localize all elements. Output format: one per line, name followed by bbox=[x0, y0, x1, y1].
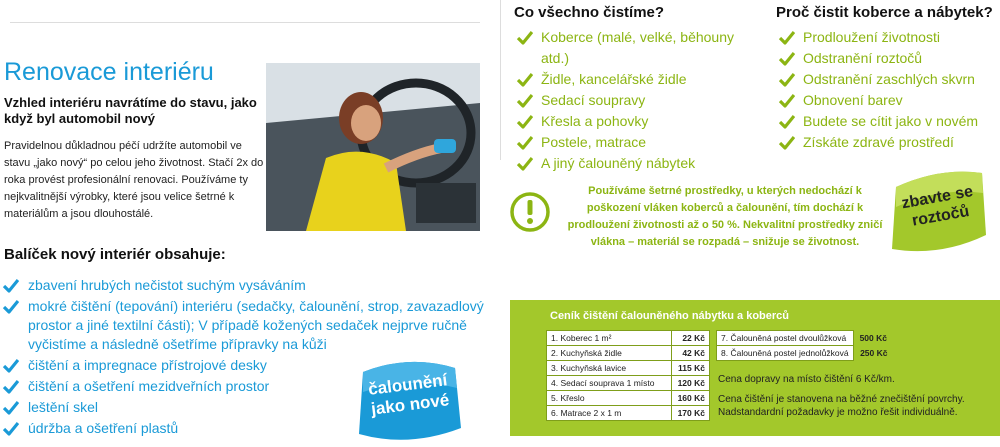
warning-text: Používáme šetrné prostředky, u kterých nedochází k poškození vláken koberců a čalounění, tím dochází k prodloužení životnosti až o 50 %. Nekvalitní prostředky zničí vlákna – materiál se rozpadá – snižuje se životnost. bbox=[567, 185, 883, 248]
what-heading: Co všechno čistíme? bbox=[514, 4, 665, 21]
divider bbox=[500, 0, 501, 160]
table-row: 1. Koberec 1 m² 22 Kč bbox=[547, 331, 710, 346]
check-icon bbox=[517, 30, 533, 45]
upholstery-badge: čalounění jako nové bbox=[367, 370, 451, 419]
list-item: Sedací soupravy bbox=[514, 90, 764, 111]
price-table-right bbox=[716, 330, 892, 361]
check-icon bbox=[3, 400, 19, 415]
right-panel bbox=[500, 0, 1000, 447]
list-item: Křesla a pohovky bbox=[514, 111, 764, 132]
check-icon bbox=[779, 93, 795, 108]
page-title: Renovace interiéru bbox=[4, 58, 214, 86]
list-item: údržba a ošetření plastů bbox=[0, 419, 500, 438]
list-item: Odstranění roztočů bbox=[776, 48, 1000, 69]
list-item: Židle, kancelářské židle bbox=[514, 69, 764, 90]
check-icon bbox=[517, 72, 533, 87]
check-icon bbox=[779, 51, 795, 66]
check-icon bbox=[779, 114, 795, 129]
why-clean bbox=[776, 4, 1000, 153]
car-interior-photo bbox=[266, 63, 480, 231]
table-row: 6. Matrace 2 x 1 m 170 Kč bbox=[547, 406, 710, 421]
price-note: Cena čištění je stanovena na běžné znečištění povrchy. Nadstandardní požadavky je možno řešit individuálně. bbox=[718, 394, 965, 418]
page-subtitle: Vzhled interiéru navrátíme do stavu, jako když byl automobil nový bbox=[4, 95, 257, 126]
table-row: 2. Kuchyňská židle 42 Kč bbox=[547, 346, 710, 361]
divider bbox=[10, 22, 480, 23]
price-list bbox=[510, 300, 1000, 436]
list-item: čištění a impregnace přístrojové desky bbox=[0, 356, 500, 375]
check-icon bbox=[517, 114, 533, 129]
list-item: Odstranění zaschlých skvrn bbox=[776, 69, 1000, 90]
list-item: Získáte zdravé prostředí bbox=[776, 132, 1000, 153]
what-we-clean bbox=[514, 4, 764, 174]
package-heading: Balíček nový interiér obsahuje: bbox=[4, 246, 226, 263]
table-row: 3. Kuchyňská lavice 115 Kč bbox=[547, 361, 710, 376]
table-row: 8. Čalouněná postel jednolůžková 250 Kč bbox=[717, 346, 892, 361]
check-icon bbox=[517, 156, 533, 171]
check-icon bbox=[517, 135, 533, 150]
check-icon bbox=[779, 72, 795, 87]
list-item: Prodloužení životnosti bbox=[776, 27, 1000, 48]
list-item: Postele, matrace bbox=[514, 132, 764, 153]
list-item: Koberce (malé, velké, běhouny atd.) bbox=[514, 27, 764, 69]
list-item: leštění skel bbox=[0, 398, 500, 417]
price-list-title: Ceník čištění čalouněného nábytku a koberců bbox=[550, 310, 790, 322]
list-item: Budete se cítit jako v novém bbox=[776, 111, 1000, 132]
transport-note: Cena dopravy na místo čištění 6 Kč/km. bbox=[718, 374, 895, 385]
list-item: A jiný čalouněný nábytek bbox=[514, 153, 764, 174]
check-icon bbox=[517, 93, 533, 108]
check-icon bbox=[3, 379, 19, 394]
check-icon bbox=[3, 299, 19, 314]
check-icon bbox=[779, 30, 795, 45]
list-item: Obnovení barev bbox=[776, 90, 1000, 111]
list-item: mokré čištění (tepování) interiéru (sedačky, čalounění, strop, zavazadlový prostor a jiné textilní části); V případě kožených sedaček nejprve ručně vyčistíme a následně ošetříme přípravky na kůži bbox=[0, 297, 500, 354]
exclamation-icon bbox=[508, 190, 552, 234]
why-heading: Proč čistit koberce a nábytek? bbox=[776, 4, 993, 21]
check-icon bbox=[779, 135, 795, 150]
table-row: 4. Sedací souprava 1 místo 120 Kč bbox=[547, 376, 710, 391]
list-item: čištění a ošetření mezidveřních prostor bbox=[0, 377, 500, 396]
table-row: 7. Čalouněná postel dvoulůžková 500 Kč bbox=[717, 331, 892, 346]
check-icon bbox=[3, 358, 19, 373]
mite-badge: zbavte se roztočů bbox=[900, 183, 975, 230]
check-icon bbox=[3, 278, 19, 293]
check-icon bbox=[3, 421, 19, 436]
table-row: 5. Křeslo 160 Kč bbox=[547, 391, 710, 406]
price-table-left bbox=[546, 330, 710, 421]
intro-text: Pravidelnou důkladnou péčí udržíte automobil ve stavu „jako nový“ po celou jeho životnost. Stačí 2x do roka provést profesionální renovaci. Používáme ty nejkvalitnější výrobky, které jsou velice šetrné k materiálům a jsou dlouhostálé. bbox=[4, 140, 264, 220]
list-item: zbavení hrubých nečistot suchým vysáváním bbox=[0, 276, 500, 295]
